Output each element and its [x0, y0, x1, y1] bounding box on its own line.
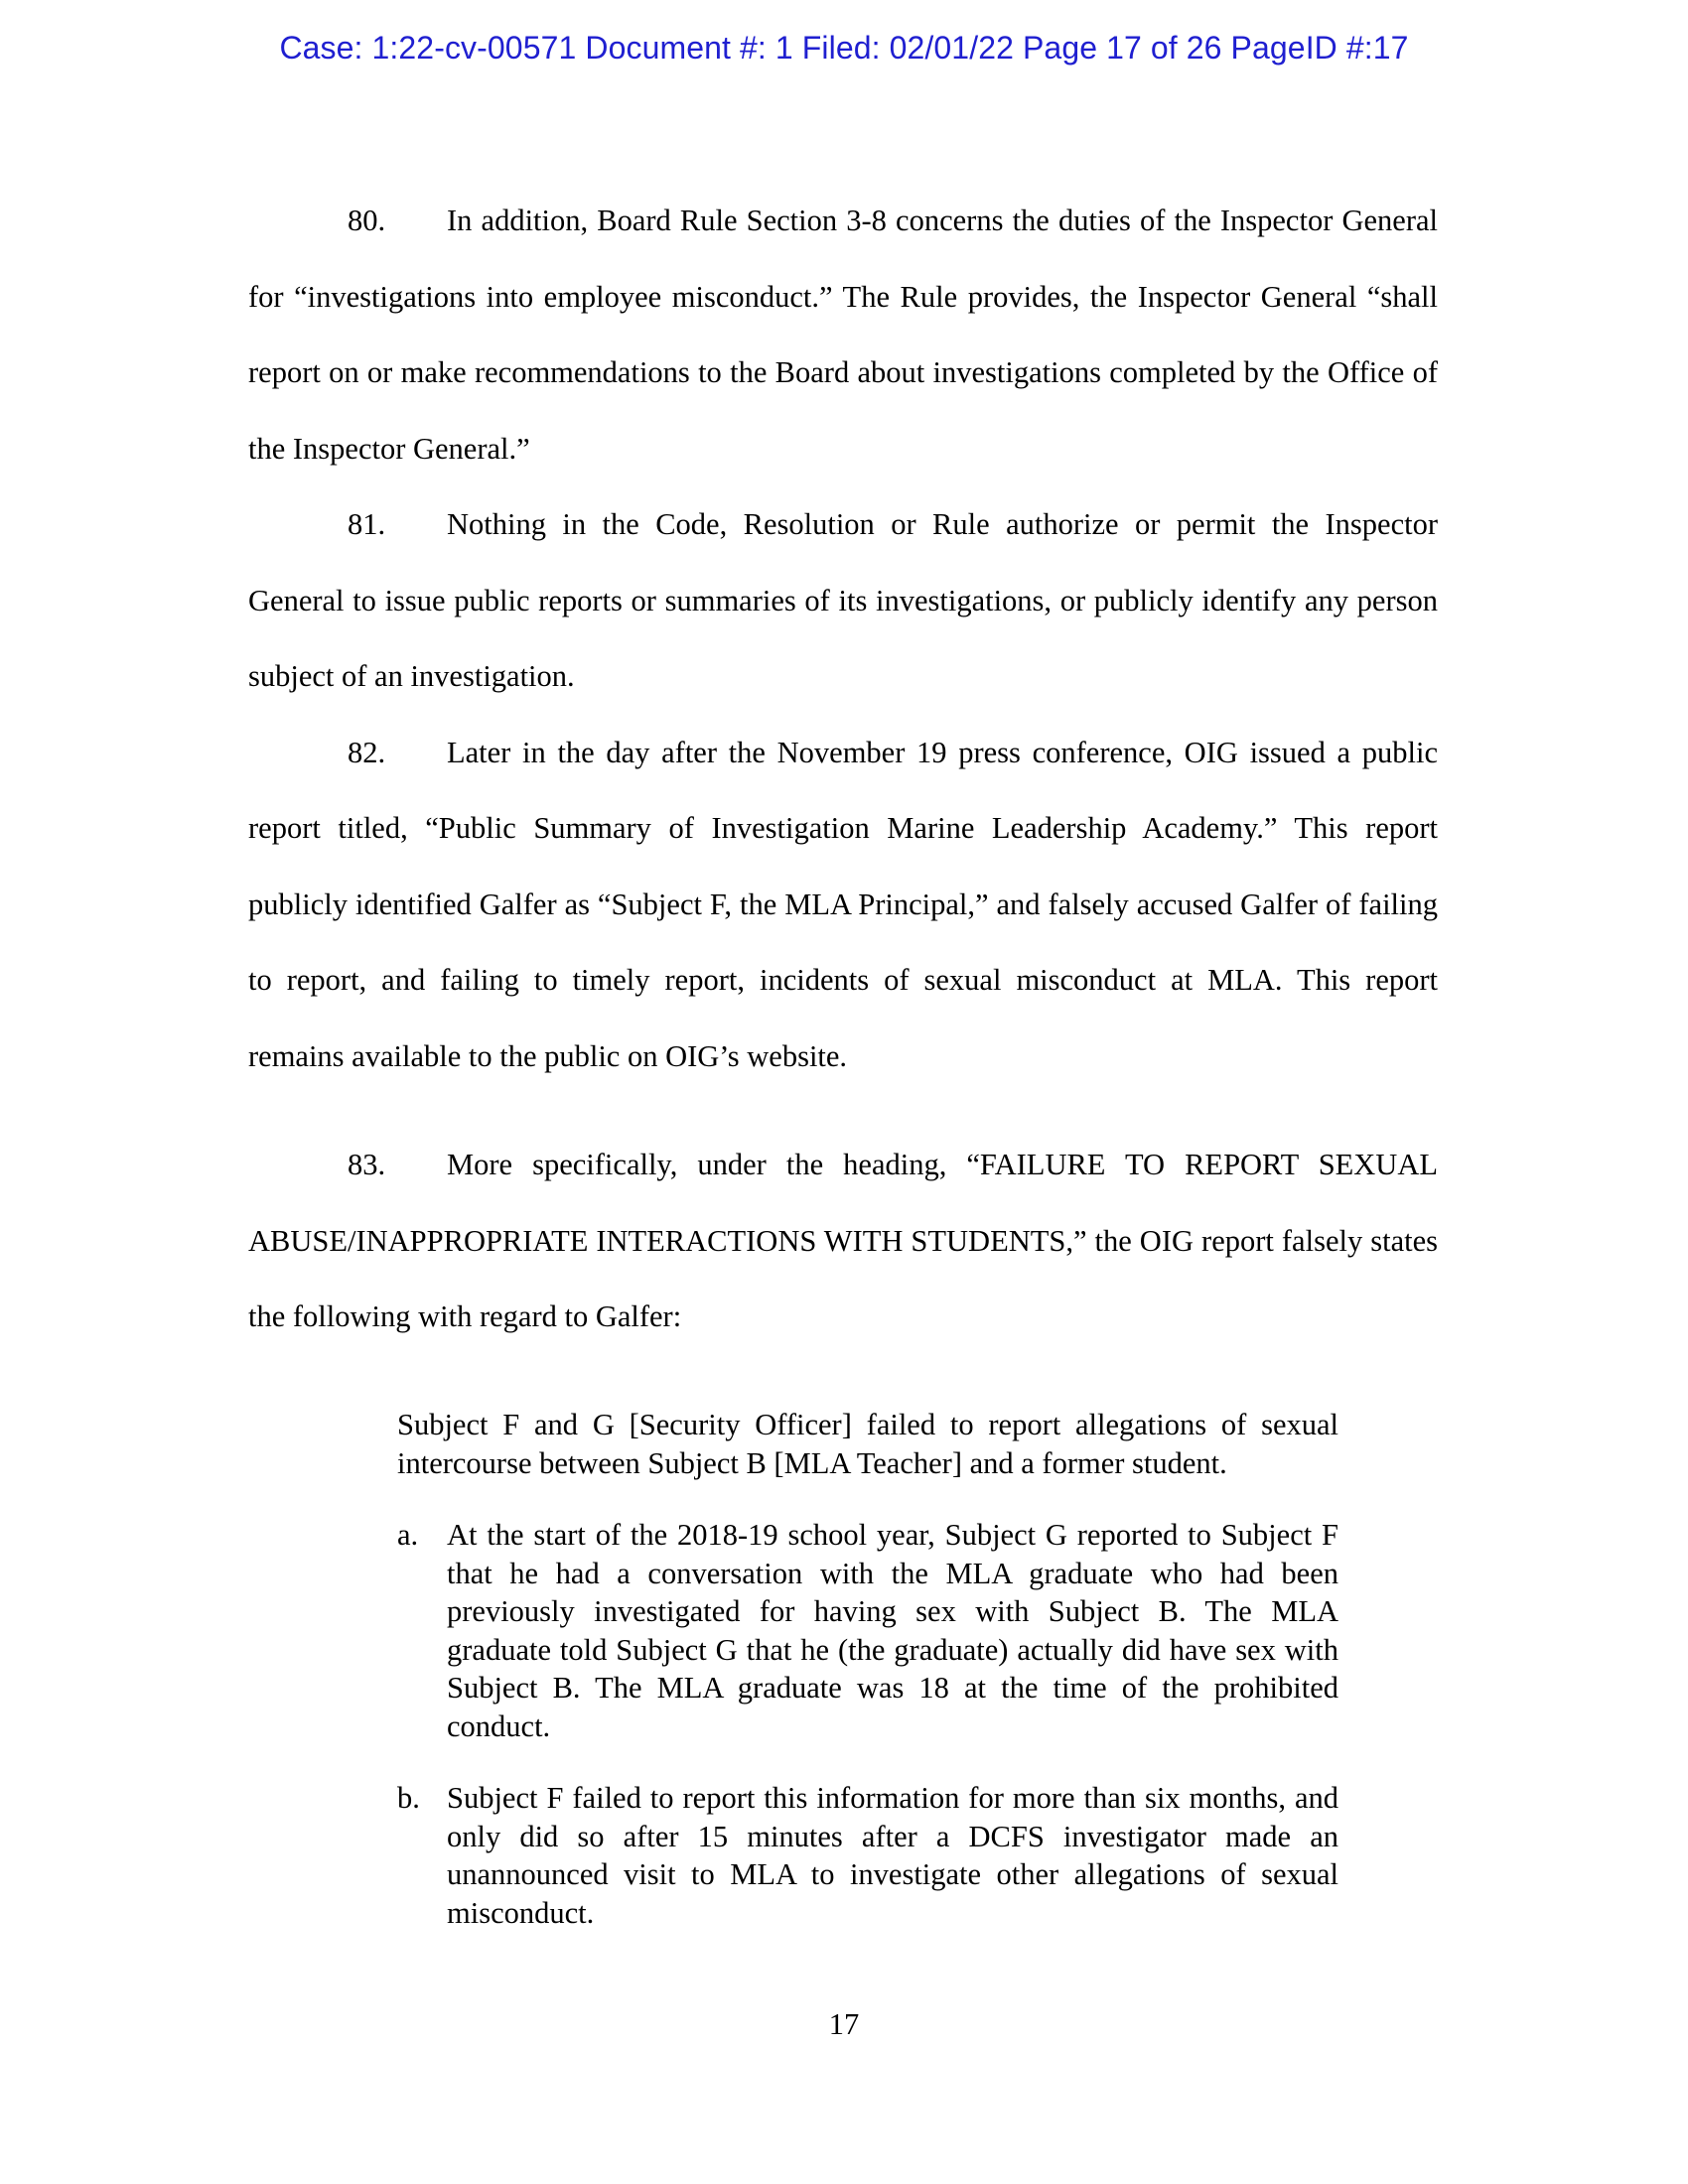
list-item-text: At the start of the 2018-19 school year, Subject G reported to Subject F that he had a conversation with the MLA graduate who had been previously investigated for having sex with Subject B. The MLA graduate told Subject G that he (the graduate) actually did have sex with Subject B. The MLA graduate was 18 at the time of the prohibited conduct. [447, 1518, 1338, 1743]
paragraph-text: In addition, Board Rule Section 3-8 concerns the duties of the Inspector General for “investigations into employee misconduct.” The Rule provides, the Inspector General “shall report on or make recommendations to the Board about investigations completed by the Office of the Inspector General.” [248, 204, 1438, 466]
paragraph-83 [248, 1127, 1438, 1355]
quote-item-a [397, 1516, 1338, 1745]
paragraph-text: Later in the day after the November 19 press conference, OIG issued a public report titled, “Public Summary of Investigation Marine Leadership Academy.” This report publicly identified Galfer as “Subject F, the MLA Principal,” and falsely accused Galfer of failing to report, and failing to timely report, incidents of sexual misconduct at MLA. This report remains available to the public on OIG’s website. [248, 735, 1438, 1073]
paragraph-number: 80. [348, 204, 386, 237]
paragraph-80 [248, 183, 1438, 486]
paragraph-text: Nothing in the Code, Resolution or Rule authorize or permit the Inspector General to issue public reports or summaries of its investigations, or publicly identify any person subject of an investigation. [248, 507, 1438, 693]
paragraph-83-block [248, 1127, 1438, 1355]
quote-item-b [397, 1779, 1338, 1932]
paragraph-text: More specifically, under the heading, “FAILURE TO REPORT SEXUAL ABUSE/INAPPROPRIATE INTERACTIONS WITH STUDENTS,” the OIG report falsely states the following with regard to Galfer: [248, 1148, 1438, 1333]
paragraph-number: 81. [348, 507, 386, 541]
paragraphs-80-82 [248, 183, 1438, 1094]
page-number: 17 [828, 2007, 860, 2041]
paragraph-81 [248, 486, 1438, 715]
list-marker: b. [397, 1781, 420, 1815]
paragraph-number: 82. [348, 735, 386, 769]
paragraph-82 [248, 715, 1438, 1095]
list-marker: a. [397, 1518, 419, 1552]
block-quote [397, 1406, 1338, 1932]
case-header-stamp: Case: 1:22-cv-00571 Document #: 1 Filed: 02/01/22 Page 17 of 26 PageID #:17 [279, 30, 1409, 66]
paragraph-number: 83. [348, 1148, 386, 1181]
list-item-text: Subject F failed to report this information for more than six months, and only did so after 15 minutes after a DCFS investigator made an unannounced visit to MLA to investigate other allegations of sexual misconduct. [447, 1781, 1338, 1930]
quote-intro: Subject F and G [Security Officer] failed to report allegations of sexual intercourse between Subject B [MLA Teacher] and a former student. [397, 1408, 1338, 1480]
